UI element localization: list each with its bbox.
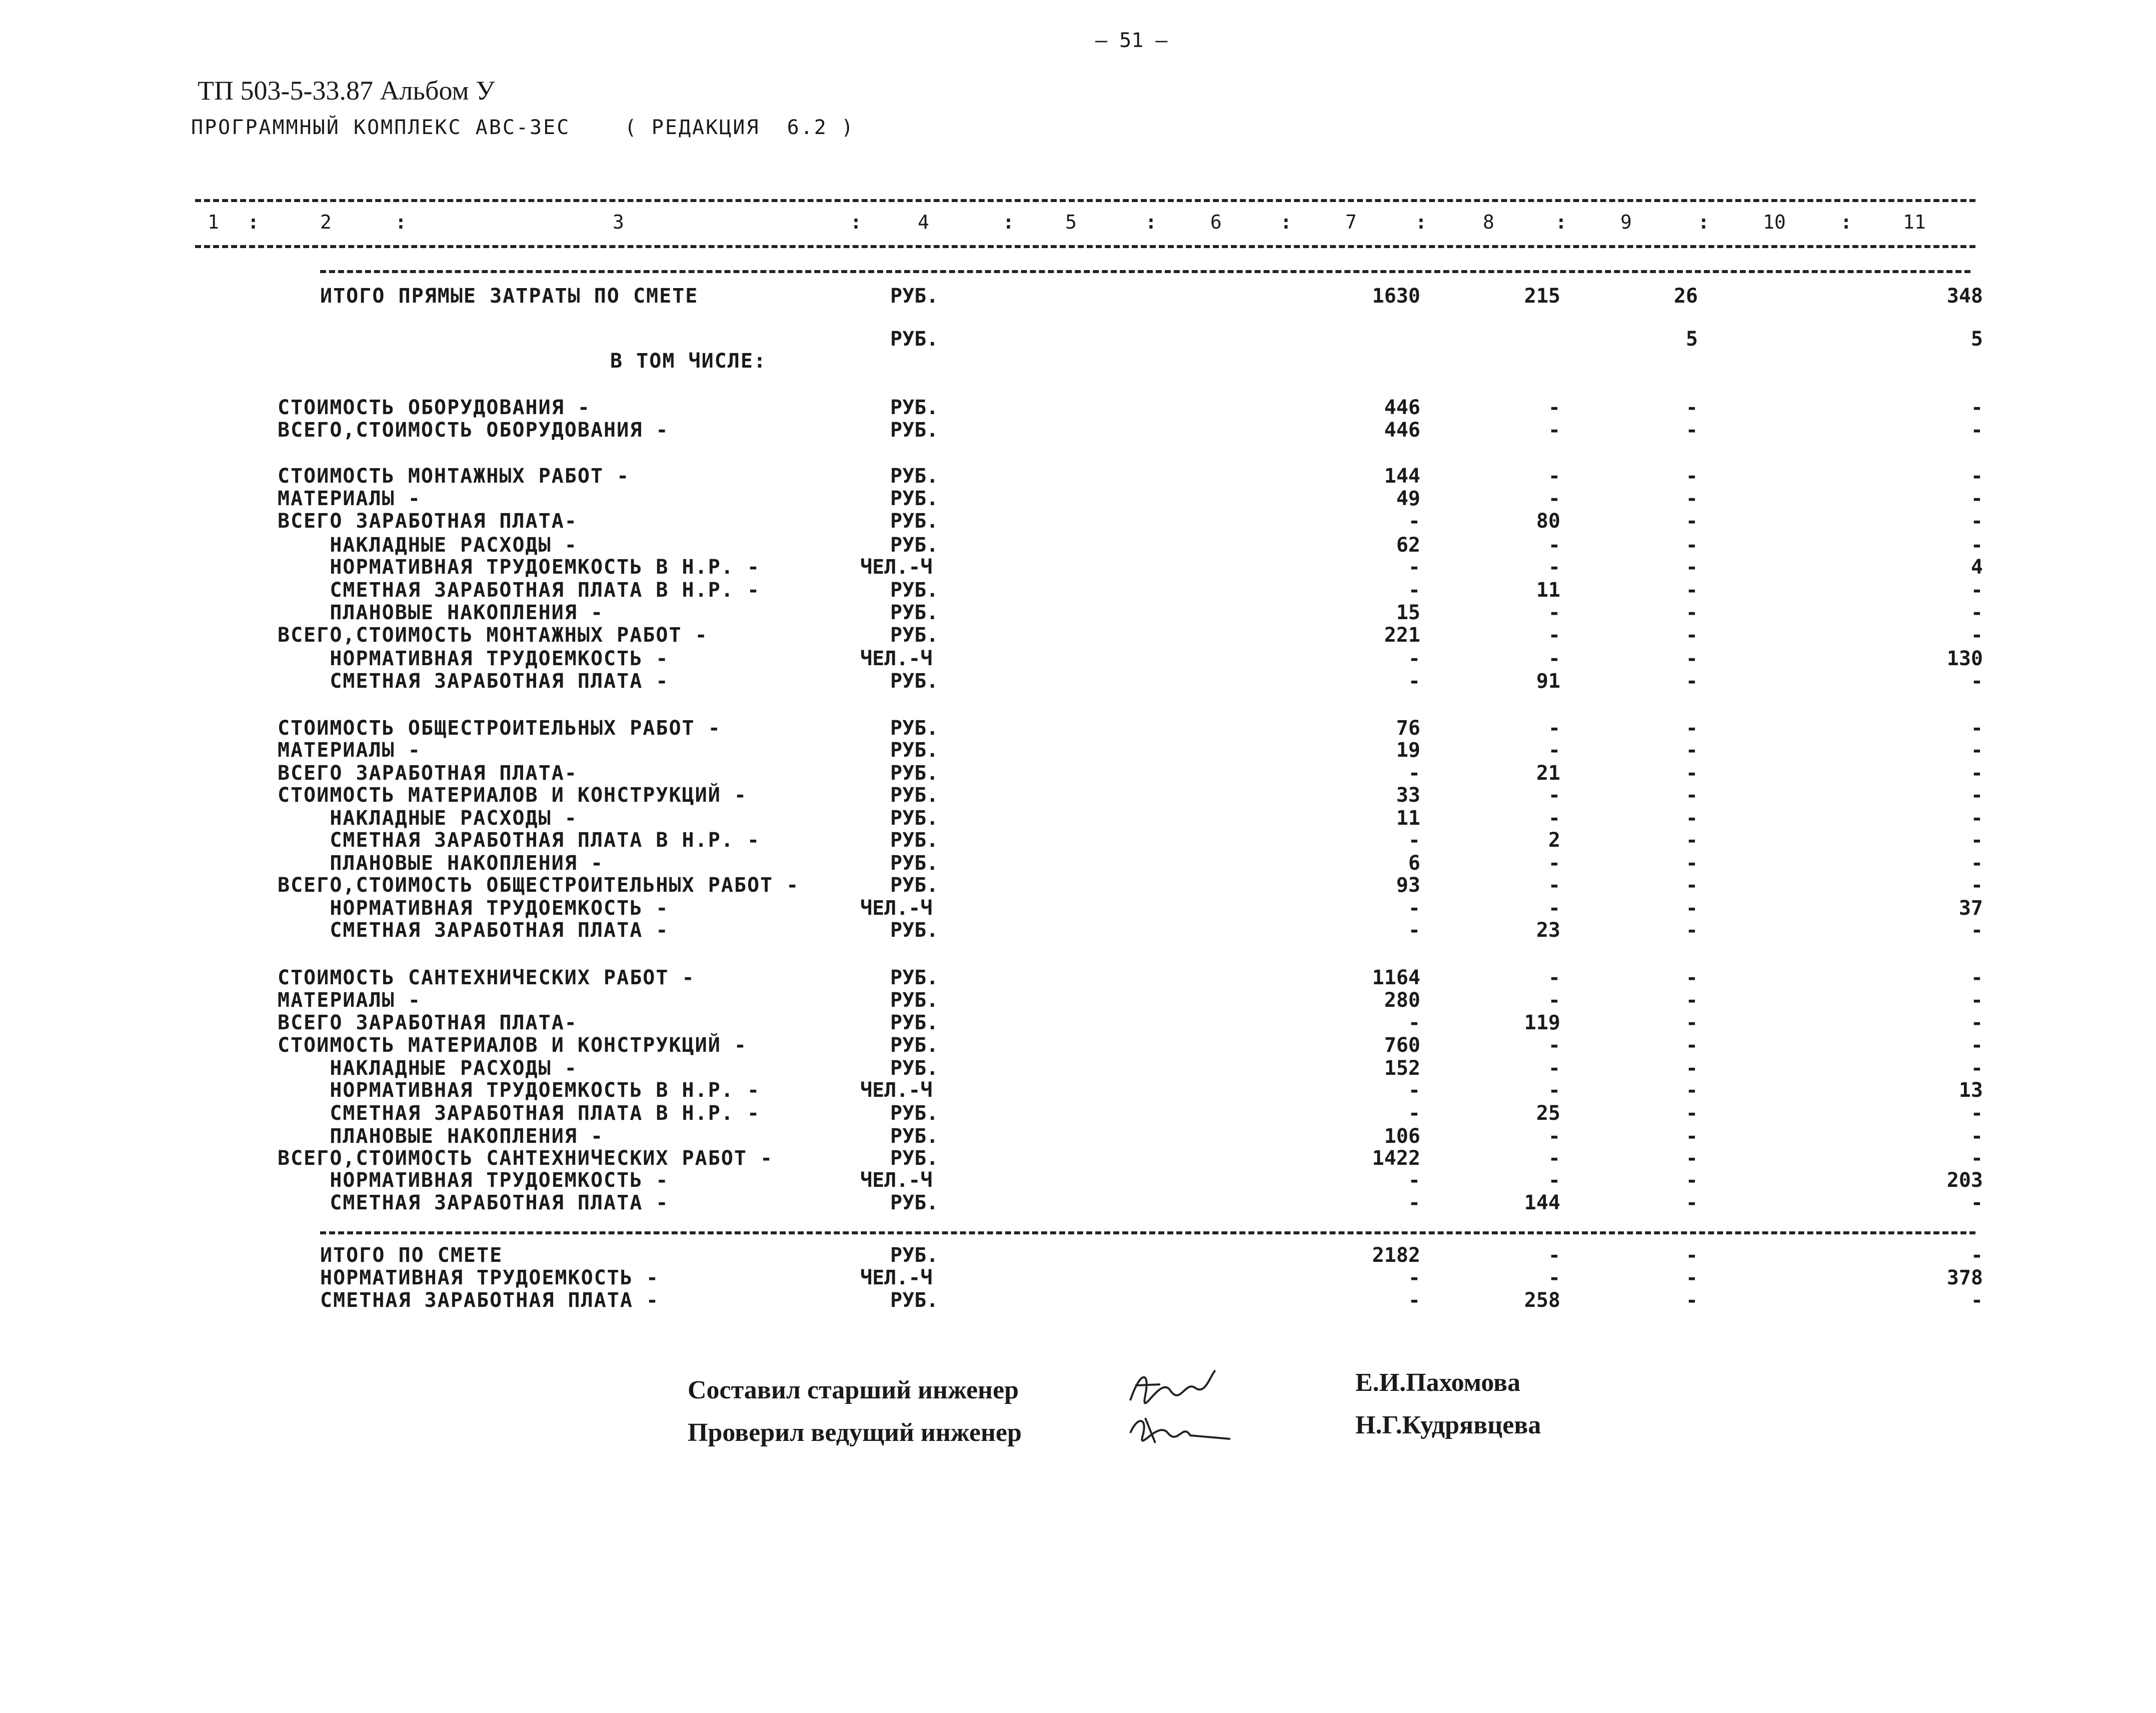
row-unit: ЧЕЛ.-Ч	[860, 1169, 933, 1192]
cell-col9: -	[1685, 919, 1698, 942]
row-unit: ЧЕЛ.-Ч	[860, 556, 933, 579]
cell-col8: -	[1548, 1079, 1560, 1102]
cell-col7: -	[1408, 1266, 1420, 1289]
row-unit: РУБ.	[890, 396, 939, 419]
cell-col9: -	[1685, 1079, 1698, 1102]
cell-col11: -	[1970, 1289, 1983, 1312]
cell-col9: -	[1685, 807, 1698, 830]
cell-col11: -	[1970, 601, 1983, 624]
cell-col9: -	[1685, 1034, 1698, 1057]
row-unit: ЧЕЛ.-Ч	[860, 1079, 933, 1102]
cell-col11: -	[1970, 1034, 1983, 1057]
cell-col9: -	[1685, 419, 1698, 442]
cell-col11: -	[1970, 989, 1983, 1012]
row-unit: РУБ.	[890, 534, 939, 557]
cell-col11: -	[1970, 487, 1983, 510]
document-title: ТП 503-5-33.87 Альбом У	[198, 76, 495, 106]
cell-col7: 15	[1396, 601, 1420, 624]
cell-col8: -	[1548, 419, 1560, 442]
cell-col8: -	[1548, 1266, 1560, 1289]
row-unit: РУБ.	[890, 1011, 939, 1034]
row-unit: РУБ.	[890, 966, 939, 989]
cell-col9: -	[1685, 1169, 1698, 1192]
row-label: НОРМАТИВНАЯ ТРУДОЕМКОСТЬ В Н.Р. -	[278, 1079, 761, 1102]
cell-col8: 144	[1524, 1191, 1560, 1214]
row-label: СМЕТНАЯ ЗАРАБОТНАЯ ПЛАТА -	[320, 1289, 660, 1312]
cell-col7: -	[1408, 579, 1420, 602]
cell-col8: -	[1548, 989, 1560, 1012]
row-label: ВСЕГО ЗАРАБОТНАЯ ПЛАТА-	[278, 762, 578, 785]
cell-col11: -	[1970, 1147, 1983, 1170]
column-number: 10	[1763, 211, 1786, 233]
cell-col7: 221	[1384, 624, 1420, 647]
cell-col9: -	[1685, 1102, 1698, 1125]
cell-col9: -	[1685, 670, 1698, 693]
cell-col7: 19	[1396, 739, 1420, 762]
cell-col7: -	[1408, 556, 1420, 579]
cell-col11: -	[1970, 784, 1983, 807]
cell-col11: 4	[1970, 556, 1983, 579]
cell-col7: -	[1408, 1191, 1420, 1214]
cell-col11: -	[1970, 1011, 1983, 1034]
row-unit: РУБ.	[890, 670, 939, 693]
row-unit: РУБ.	[890, 762, 939, 785]
cell-col7: -	[1408, 670, 1420, 693]
row-label: НАКЛАДНЫЕ РАСХОДЫ -	[278, 807, 578, 830]
row-label: ВСЕГО ЗАРАБОТНАЯ ПЛАТА-	[278, 510, 578, 533]
row-unit: РУБ.	[890, 1125, 939, 1148]
cell-col11: -	[1970, 579, 1983, 602]
cell-col8: -	[1548, 784, 1560, 807]
row-label: ВСЕГО,СТОИМОСТЬ МОНТАЖНЫХ РАБОТ -	[278, 624, 708, 647]
cell-col9: -	[1685, 624, 1698, 647]
column-separator: :	[1145, 211, 1157, 233]
cell-col9: 26	[1673, 285, 1698, 308]
cell-col11: -	[1970, 717, 1983, 740]
cell-col9: -	[1685, 579, 1698, 602]
cell-col7: 33	[1396, 784, 1420, 807]
row-unit: РУБ.	[890, 717, 939, 740]
cell-col11: -	[1970, 510, 1983, 533]
cell-col11: 203	[1946, 1169, 1983, 1192]
column-header-rule	[195, 245, 1975, 248]
cell-col7: 144	[1384, 465, 1420, 488]
cell-col9: -	[1685, 601, 1698, 624]
row-label: НОРМАТИВНАЯ ТРУДОЕМКОСТЬ -	[278, 647, 669, 670]
cell-col9: -	[1685, 1289, 1698, 1312]
cell-col7: 62	[1396, 534, 1420, 557]
cell-col7: 6	[1408, 852, 1420, 875]
handwritten-signature	[1125, 1365, 1235, 1410]
row-label: СМЕТНАЯ ЗАРАБОТНАЯ ПЛАТА В Н.Р. -	[278, 579, 761, 602]
cell-col11: 13	[1958, 1079, 1983, 1102]
cell-col8: 119	[1524, 1011, 1560, 1034]
row-label: ПЛАНОВЫЕ НАКОПЛЕНИЯ -	[278, 1125, 604, 1148]
row-unit: РУБ.	[890, 784, 939, 807]
cell-col11: -	[1970, 1102, 1983, 1125]
signature-role: Составил старший инженер	[688, 1376, 1019, 1404]
cell-col11: -	[1970, 624, 1983, 647]
cell-col11: -	[1970, 762, 1983, 785]
cell-col7: -	[1408, 1079, 1420, 1102]
row-unit: РУБ.	[890, 328, 939, 351]
cell-col11: -	[1970, 534, 1983, 557]
cell-col7: 280	[1384, 989, 1420, 1012]
column-separator: :	[248, 211, 259, 233]
row-unit: РУБ.	[890, 624, 939, 647]
row-unit: РУБ.	[890, 989, 939, 1012]
cell-col11: 348	[1946, 285, 1983, 308]
row-unit: РУБ.	[890, 465, 939, 488]
column-separator: :	[1840, 211, 1852, 233]
column-number: 8	[1483, 211, 1494, 233]
row-label: ИТОГО ПРЯМЫЕ ЗАТРАТЫ ПО СМЕТЕ	[320, 285, 699, 308]
cell-col8: -	[1548, 1147, 1560, 1170]
row-label: ВСЕГО ЗАРАБОТНАЯ ПЛАТА-	[278, 1011, 578, 1034]
cell-col8: -	[1548, 556, 1560, 579]
totals-rule	[320, 1231, 1975, 1234]
cell-col11: -	[1970, 739, 1983, 762]
section-top-rule	[320, 270, 1970, 273]
row-unit: РУБ.	[890, 919, 939, 942]
column-number: 5	[1065, 211, 1077, 233]
cell-col8: -	[1548, 807, 1560, 830]
cell-col8: -	[1548, 647, 1560, 670]
cell-col7: 1164	[1372, 966, 1420, 989]
row-label: СТОИМОСТЬ МОНТАЖНЫХ РАБОТ -	[278, 465, 630, 488]
cell-col7: 152	[1384, 1057, 1420, 1080]
row-unit: РУБ.	[890, 419, 939, 442]
cell-col11: -	[1970, 829, 1983, 852]
row-unit: РУБ.	[890, 1244, 939, 1267]
row-unit: РУБ.	[890, 1147, 939, 1170]
row-label: СМЕТНАЯ ЗАРАБОТНАЯ ПЛАТА -	[278, 670, 669, 693]
cell-col11: -	[1970, 1244, 1983, 1267]
cell-col11: 378	[1946, 1266, 1983, 1289]
cell-col7: -	[1408, 829, 1420, 852]
column-number: 2	[320, 211, 332, 233]
cell-col7: 1422	[1372, 1147, 1420, 1170]
row-unit: РУБ.	[890, 1191, 939, 1214]
cell-col8: -	[1548, 1244, 1560, 1267]
cell-col9: -	[1685, 1011, 1698, 1034]
row-unit: РУБ.	[890, 487, 939, 510]
row-label: ВСЕГО,СТОИМОСТЬ САНТЕХНИЧЕСКИХ РАБОТ -	[278, 1147, 774, 1170]
row-label: ПЛАНОВЫЕ НАКОПЛЕНИЯ -	[278, 601, 604, 624]
cell-col7: 76	[1396, 717, 1420, 740]
cell-col7: -	[1408, 510, 1420, 533]
cell-col9: -	[1685, 510, 1698, 533]
row-label: СТОИМОСТЬ ОБЩЕСТРОИТЕЛЬНЫХ РАБОТ -	[278, 717, 721, 740]
cell-col8: -	[1548, 487, 1560, 510]
column-number: 7	[1345, 211, 1357, 233]
cell-col8: 25	[1536, 1102, 1560, 1125]
cell-col11: -	[1970, 874, 1983, 897]
cell-col9: -	[1685, 739, 1698, 762]
column-number: 6	[1210, 211, 1222, 233]
cell-col9: 5	[1685, 328, 1698, 351]
signature-role: Проверил ведущий инженер	[688, 1418, 1022, 1447]
row-label: СМЕТНАЯ ЗАРАБОТНАЯ ПЛАТА -	[278, 1191, 669, 1214]
row-label: ВСЕГО,СТОИМОСТЬ ОБЩЕСТРОИТЕЛЬНЫХ РАБОТ -	[278, 874, 800, 897]
cell-col8: -	[1548, 874, 1560, 897]
column-number: 4	[918, 211, 929, 233]
cell-col7: -	[1408, 1169, 1420, 1192]
cell-col11: -	[1970, 1191, 1983, 1214]
cell-col9: -	[1685, 989, 1698, 1012]
cell-col8: -	[1548, 1057, 1560, 1080]
row-unit: ЧЕЛ.-Ч	[860, 897, 933, 920]
cell-col8: -	[1548, 897, 1560, 920]
signature-name: Н.Г.Кудрявцева	[1355, 1411, 1541, 1439]
cell-col8: 2	[1548, 829, 1560, 852]
cell-col7: 11	[1396, 807, 1420, 830]
cell-col11: -	[1970, 419, 1983, 442]
cell-col8: 258	[1524, 1289, 1560, 1312]
cell-col7: -	[1408, 1011, 1420, 1034]
column-separator: :	[1280, 211, 1292, 233]
row-unit: РУБ.	[890, 739, 939, 762]
cell-col9: -	[1685, 762, 1698, 785]
cell-col8: 91	[1536, 670, 1560, 693]
row-label: ВСЕГО,СТОИМОСТЬ ОБОРУДОВАНИЯ -	[278, 419, 669, 442]
cell-col11: 130	[1946, 647, 1983, 670]
row-unit: РУБ.	[890, 601, 939, 624]
handwritten-signature	[1125, 1408, 1235, 1453]
row-label: ПЛАНОВЫЕ НАКОПЛЕНИЯ -	[278, 852, 604, 875]
cell-col8: -	[1548, 465, 1560, 488]
cell-col7: -	[1408, 1289, 1420, 1312]
cell-col11: -	[1970, 807, 1983, 830]
cell-col7: 760	[1384, 1034, 1420, 1057]
cell-col9: -	[1685, 556, 1698, 579]
cell-col7: 446	[1384, 396, 1420, 419]
cell-col9: -	[1685, 966, 1698, 989]
row-unit: РУБ.	[890, 1034, 939, 1057]
signature-name: Е.И.Пахомова	[1355, 1368, 1521, 1397]
cell-col8: -	[1548, 396, 1560, 419]
row-unit: ЧЕЛ.-Ч	[860, 1266, 933, 1289]
cell-col9: -	[1685, 396, 1698, 419]
row-label: НОРМАТИВНАЯ ТРУДОЕМКОСТЬ В Н.Р. -	[278, 556, 761, 579]
row-label: НОРМАТИВНАЯ ТРУДОЕМКОСТЬ -	[278, 897, 669, 920]
row-label: СМЕТНАЯ ЗАРАБОТНАЯ ПЛАТА В Н.Р. -	[278, 1102, 761, 1125]
cell-col8: -	[1548, 852, 1560, 875]
cell-col7: -	[1408, 762, 1420, 785]
cell-col7: 1630	[1372, 285, 1420, 308]
column-separator: :	[1698, 211, 1709, 233]
cell-col9: -	[1685, 1057, 1698, 1080]
cell-col11: -	[1970, 1057, 1983, 1080]
cell-col9: -	[1685, 534, 1698, 557]
cell-col8: -	[1548, 1034, 1560, 1057]
cell-col7: 93	[1396, 874, 1420, 897]
row-label: СТОИМОСТЬ МАТЕРИАЛОВ И КОНСТРУКЦИЙ -	[278, 1034, 747, 1057]
row-label: МАТЕРИАЛЫ -	[278, 739, 421, 762]
row-label: В ТОМ ЧИСЛЕ:	[610, 350, 767, 373]
cell-col8: -	[1548, 601, 1560, 624]
cell-col8: 21	[1536, 762, 1560, 785]
row-unit: ЧЕЛ.-Ч	[860, 647, 933, 670]
row-unit: РУБ.	[890, 874, 939, 897]
cell-col8: -	[1548, 624, 1560, 647]
cell-col7: 446	[1384, 419, 1420, 442]
row-label: СТОИМОСТЬ САНТЕХНИЧЕСКИХ РАБОТ -	[278, 966, 695, 989]
cell-col7: 106	[1384, 1125, 1420, 1148]
row-unit: РУБ.	[890, 579, 939, 602]
column-number: 11	[1903, 211, 1926, 233]
cell-col9: -	[1685, 487, 1698, 510]
cell-col11: -	[1970, 396, 1983, 419]
row-label: СТОИМОСТЬ ОБОРУДОВАНИЯ -	[278, 396, 591, 419]
cell-col11: -	[1970, 852, 1983, 875]
cell-col8: -	[1548, 1125, 1560, 1148]
column-separator: :	[1415, 211, 1427, 233]
cell-col11: 5	[1970, 328, 1983, 351]
row-label: СМЕТНАЯ ЗАРАБОТНАЯ ПЛАТА В Н.Р. -	[278, 829, 761, 852]
row-label: НАКЛАДНЫЕ РАСХОДЫ -	[278, 534, 578, 557]
row-label: МАТЕРИАЛЫ -	[278, 989, 421, 1012]
cell-col7: -	[1408, 919, 1420, 942]
cell-col8: -	[1548, 966, 1560, 989]
cell-col7: -	[1408, 1102, 1420, 1125]
column-number: 1	[208, 211, 219, 233]
row-unit: РУБ.	[890, 1057, 939, 1080]
row-unit: РУБ.	[890, 852, 939, 875]
cell-col8: 80	[1536, 510, 1560, 533]
cell-col9: -	[1685, 1125, 1698, 1148]
column-separator: :	[395, 211, 407, 233]
cell-col8: 11	[1536, 579, 1560, 602]
row-unit: РУБ.	[890, 807, 939, 830]
cell-col11: -	[1970, 919, 1983, 942]
row-unit: РУБ.	[890, 1289, 939, 1312]
cell-col9: -	[1685, 1191, 1698, 1214]
column-number: 9	[1620, 211, 1632, 233]
row-label: СМЕТНАЯ ЗАРАБОТНАЯ ПЛАТА -	[278, 919, 669, 942]
cell-col9: -	[1685, 647, 1698, 670]
column-separator: :	[850, 211, 862, 233]
cell-col11: -	[1970, 465, 1983, 488]
cell-col8: -	[1548, 534, 1560, 557]
table-top-rule	[195, 199, 1975, 202]
cell-col7: -	[1408, 897, 1420, 920]
cell-col7: 2182	[1372, 1244, 1420, 1267]
cell-col9: -	[1685, 852, 1698, 875]
column-number: 3	[613, 211, 624, 233]
software-line: ПРОГРАММНЫЙ КОМПЛЕКС АВС-3ЕС ( РЕДАКЦИЯ 6.2 )	[191, 116, 855, 139]
page-number: — 51 —	[1095, 29, 1168, 52]
cell-col8: -	[1548, 739, 1560, 762]
row-unit: РУБ.	[890, 510, 939, 533]
cell-col9: -	[1685, 1266, 1698, 1289]
row-label: НОРМАТИВНАЯ ТРУДОЕМКОСТЬ -	[320, 1266, 660, 1289]
cell-col9: -	[1685, 897, 1698, 920]
row-label: СТОИМОСТЬ МАТЕРИАЛОВ И КОНСТРУКЦИЙ -	[278, 784, 747, 807]
cell-col9: -	[1685, 784, 1698, 807]
cell-col11: 37	[1958, 897, 1983, 920]
cell-col9: -	[1685, 874, 1698, 897]
cell-col8: -	[1548, 717, 1560, 740]
column-separator: :	[1003, 211, 1014, 233]
cell-col9: -	[1685, 829, 1698, 852]
cell-col7: -	[1408, 647, 1420, 670]
cell-col7: 49	[1396, 487, 1420, 510]
cell-col9: -	[1685, 717, 1698, 740]
row-unit: РУБ.	[890, 829, 939, 852]
row-unit: РУБ.	[890, 1102, 939, 1125]
row-label: МАТЕРИАЛЫ -	[278, 487, 421, 510]
cell-col9: -	[1685, 465, 1698, 488]
cell-col8: 215	[1524, 285, 1560, 308]
cell-col11: -	[1970, 1125, 1983, 1148]
cell-col9: -	[1685, 1244, 1698, 1267]
cell-col9: -	[1685, 1147, 1698, 1170]
column-separator: :	[1555, 211, 1567, 233]
cell-col11: -	[1970, 670, 1983, 693]
cell-col11: -	[1970, 966, 1983, 989]
row-label: НОРМАТИВНАЯ ТРУДОЕМКОСТЬ -	[278, 1169, 669, 1192]
row-unit: РУБ.	[890, 285, 939, 308]
cell-col8: -	[1548, 1169, 1560, 1192]
row-label: ИТОГО ПО СМЕТЕ	[320, 1244, 503, 1267]
row-label: НАКЛАДНЫЕ РАСХОДЫ -	[278, 1057, 578, 1080]
cell-col8: 23	[1536, 919, 1560, 942]
